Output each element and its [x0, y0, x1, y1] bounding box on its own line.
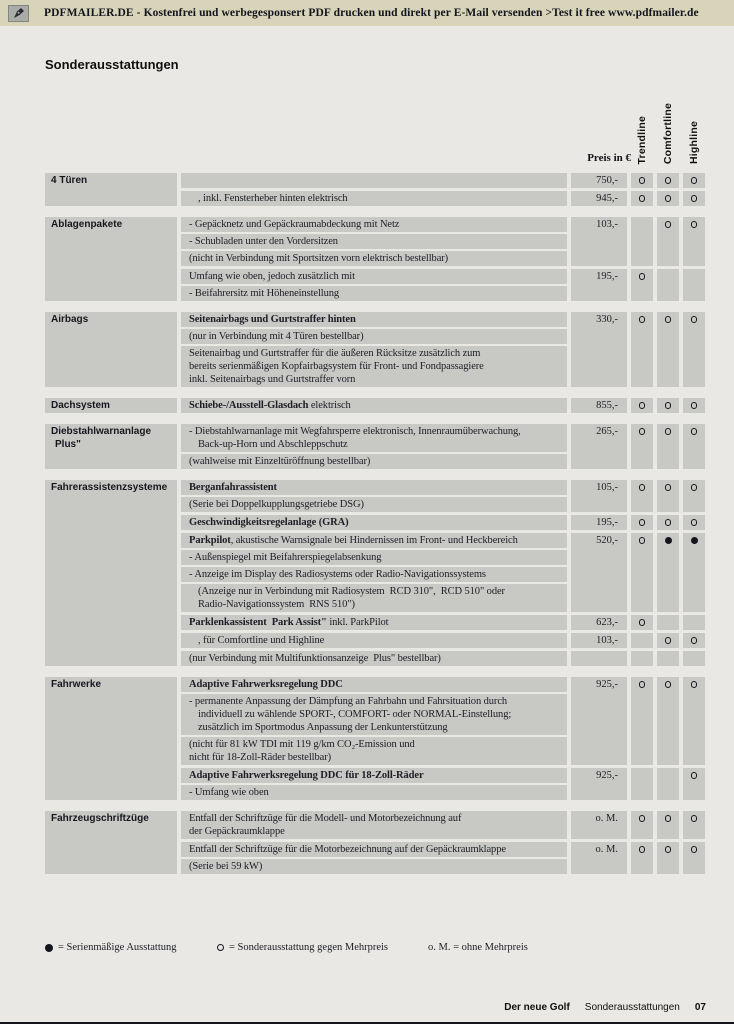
description-line: bereits serienmäßigen Kopfairbagsystem für Front- und Fondpassagiere	[189, 361, 484, 372]
description-line: zusätzlich im Sportmodus Anpassung der Lenkunterstützung	[198, 722, 448, 733]
option-circle-icon	[639, 537, 646, 544]
mark-cell-highline	[683, 811, 705, 839]
mark-cell-highline	[683, 480, 705, 512]
mark-cell-comfortline	[657, 398, 679, 413]
description-column	[181, 651, 567, 666]
mark-cell-comfortline	[657, 191, 679, 206]
description-line: der Gepäckraumklappe	[189, 826, 285, 837]
option-circle-icon	[665, 815, 672, 822]
item-row	[181, 615, 705, 630]
mark-cell-highline	[683, 615, 705, 630]
section-body	[181, 312, 705, 387]
price-cell: 945,-	[571, 191, 627, 206]
description-column	[181, 633, 567, 648]
option-circle-icon	[691, 772, 698, 779]
mark-cell-trendline	[631, 768, 653, 800]
price-cell: 265,-	[571, 424, 627, 469]
description-cell	[181, 567, 567, 582]
mark-cell-comfortline	[657, 768, 679, 800]
mark-cell-trendline	[631, 842, 653, 874]
option-circle-icon	[639, 484, 646, 491]
description-cell	[181, 811, 567, 839]
description-column	[181, 312, 567, 387]
description-line: Adaptive Fahrwerksregelung DDC für 18-Zoll-Räder	[189, 770, 424, 781]
description-line: Parkpilot, akustische Warnsignale bei Hindernissen im Front- und Heckbereich	[189, 535, 518, 546]
mark-cell-trendline	[631, 217, 653, 266]
table-section-fahrzeugschriftzuege	[45, 811, 705, 874]
mark-cell-highline	[683, 217, 705, 266]
description-cell	[181, 785, 567, 800]
description-column	[181, 768, 567, 800]
description-cell	[181, 286, 567, 301]
mark-cell-highline	[683, 269, 705, 301]
category-label: Fahrzeugschriftzüge	[51, 813, 149, 824]
item-row	[181, 173, 705, 188]
option-circle-icon	[665, 221, 672, 228]
description-line: - Schubladen unter den Vordersitzen	[189, 236, 338, 247]
item-row	[181, 191, 705, 206]
description-line: Geschwindigkeitsregelanlage (GRA)	[189, 517, 349, 528]
description-cell	[181, 615, 567, 630]
description-line: Radio-Navigationssystem RNS 510")	[198, 599, 355, 610]
category-label: Airbags	[51, 314, 89, 325]
description-cell	[181, 497, 567, 512]
price-cell: 925,-	[571, 768, 627, 800]
description-column	[181, 191, 567, 206]
description-cell	[181, 694, 567, 735]
option-circle-icon	[217, 944, 225, 952]
description-cell	[181, 677, 567, 692]
description-cell	[181, 346, 567, 387]
standard-equipment-dot-icon	[45, 944, 53, 952]
item-row	[181, 533, 705, 612]
option-circle-icon	[691, 221, 698, 228]
description-line: (Serie bei 59 kW)	[189, 861, 263, 872]
description-line: (nur Verbindung mit Multifunktionsanzeige Plus" bestellbar)	[189, 653, 441, 664]
section-body	[181, 424, 705, 469]
legend-optional-equipment	[217, 942, 389, 953]
standard-equipment-dot-icon	[691, 537, 698, 544]
description-line: (nicht für 81 kW TDI mit 119 g/km CO₂-Emission und	[189, 739, 415, 750]
item-row	[181, 515, 705, 530]
option-circle-icon	[691, 195, 698, 202]
category-cell	[45, 677, 177, 800]
category-cell	[45, 398, 177, 413]
price-cell: o. M.	[571, 842, 627, 874]
mark-cell-comfortline	[657, 633, 679, 648]
option-circle-icon	[639, 195, 646, 202]
price-cell: 925,-	[571, 677, 627, 765]
table-section-4-tueren	[45, 173, 705, 206]
description-cell	[181, 859, 567, 874]
description-cell	[181, 329, 567, 344]
description-column	[181, 842, 567, 874]
mark-cell-trendline	[631, 533, 653, 612]
table-header	[45, 92, 705, 167]
price-cell: 103,-	[571, 633, 627, 648]
description-line: Parklenkassistent Park Assist" inkl. ParkPilot	[189, 617, 389, 628]
description-column	[181, 533, 567, 612]
item-row	[181, 651, 705, 666]
document-content	[45, 26, 705, 874]
mark-cell-highline	[683, 424, 705, 469]
standard-equipment-dot-icon	[665, 537, 672, 544]
description-cell	[181, 424, 567, 452]
description-column	[181, 615, 567, 630]
item-row	[181, 269, 705, 301]
mark-cell-trendline	[631, 424, 653, 469]
item-row	[181, 217, 705, 266]
price-cell: 855,-	[571, 398, 627, 413]
description-line: - Beifahrersitz mit Höheneinstellung	[189, 288, 340, 299]
description-line: Seitenairbags und Gurtstraffer hinten	[189, 314, 356, 325]
description-cell	[181, 173, 567, 188]
option-circle-icon	[691, 519, 698, 526]
pdfmailer-pen-icon	[8, 5, 29, 22]
banner-link-text[interactable]: PDFMAILER.DE - Kostenfrei und werbegesponsert PDF drucken und direkt per E-Mail versenden >Test it free www.pdfmailer.de	[44, 7, 699, 19]
mark-cell-trendline	[631, 615, 653, 630]
category-cell	[45, 480, 177, 666]
option-circle-icon	[639, 815, 646, 822]
option-circle-icon	[665, 428, 672, 435]
option-circle-icon	[691, 815, 698, 822]
option-circle-icon	[691, 681, 698, 688]
section-body	[181, 480, 705, 666]
option-circle-icon	[639, 619, 646, 626]
option-circle-icon	[691, 402, 698, 409]
mark-cell-trendline	[631, 480, 653, 512]
description-column	[181, 217, 567, 266]
trim-column-trendline	[631, 116, 653, 164]
legend-option-label: = Sonderausstattung gegen Mehrpreis	[229, 942, 389, 953]
description-line: Umfang wie oben, jedoch zusätzlich mit	[189, 271, 355, 282]
description-line: Seitenairbag und Gurtstraffer für die äußeren Rücksitze zusätzlich zum	[189, 348, 481, 359]
legend-standard-label: = Serienmäßige Ausstattung	[58, 942, 177, 953]
section-body	[181, 217, 705, 301]
section-body	[181, 173, 705, 206]
mark-cell-highline	[683, 768, 705, 800]
description-line	[189, 174, 567, 187]
description-line: individuell zu wählende SPORT-, COMFORT- oder NORMAL-Einstellung;	[198, 709, 512, 720]
mark-cell-trendline	[631, 312, 653, 387]
category-label: Fahrwerke	[51, 679, 102, 690]
mark-cell-comfortline	[657, 515, 679, 530]
trim-column-highline	[683, 121, 705, 164]
description-column	[181, 398, 567, 413]
description-cell	[181, 234, 567, 249]
mark-cell-comfortline	[657, 312, 679, 387]
option-circle-icon	[639, 846, 646, 853]
mark-cell-comfortline	[657, 533, 679, 612]
mark-cell-trendline	[631, 633, 653, 648]
table-section-fahrerassistenzsysteme	[45, 480, 705, 666]
mark-cell-comfortline	[657, 217, 679, 266]
description-line: - Anzeige im Display des Radiosystems oder Radio-Navigationssystems	[189, 569, 486, 580]
price-cell	[571, 651, 627, 666]
section-body	[181, 811, 705, 874]
mark-cell-trendline	[631, 173, 653, 188]
table-section-airbags	[45, 312, 705, 387]
price-cell: 750,-	[571, 173, 627, 188]
description-line: (wahlweise mit Einzeltüröffnung bestellbar)	[189, 456, 371, 467]
page-title: Sonderausstattungen	[45, 57, 179, 72]
mark-cell-highline	[683, 842, 705, 874]
description-cell	[181, 251, 567, 266]
mark-cell-comfortline	[657, 677, 679, 765]
description-line: - permanente Anpassung der Dämpfung an Fahrbahn und Fahrsituation durch	[189, 696, 508, 707]
option-circle-icon	[691, 637, 698, 644]
description-cell	[181, 651, 567, 666]
description-column	[181, 424, 567, 469]
option-circle-icon	[691, 846, 698, 853]
table-section-ablagenpakete	[45, 217, 705, 301]
description-line: (Anzeige nur in Verbindung mit Radiosystem RCD 310", RCD 510" oder	[198, 586, 505, 597]
description-line: nicht für 18-Zoll-Räder bestellbar)	[189, 752, 331, 763]
mark-cell-highline	[683, 173, 705, 188]
option-circle-icon	[665, 177, 672, 184]
description-cell	[181, 515, 567, 530]
mark-cell-trendline	[631, 269, 653, 301]
category-label: Diebstahlwarnanlage	[51, 426, 152, 437]
mark-cell-trendline	[631, 191, 653, 206]
option-circle-icon	[665, 519, 672, 526]
description-cell	[181, 398, 567, 413]
mark-cell-trendline	[631, 677, 653, 765]
item-row	[181, 424, 705, 469]
price-cell: 103,-	[571, 217, 627, 266]
description-line: - Diebstahlwarnanlage mit Wegfahrsperre elektronisch, Innenraumüberwachung,	[189, 426, 521, 437]
mark-cell-trendline	[631, 651, 653, 666]
option-circle-icon	[665, 846, 672, 853]
table-section-fahrwerke	[45, 677, 705, 800]
item-row	[181, 480, 705, 512]
price-cell: 520,-	[571, 533, 627, 612]
section-body	[181, 677, 705, 800]
mark-cell-comfortline	[657, 615, 679, 630]
mark-cell-trendline	[631, 398, 653, 413]
mark-cell-comfortline	[657, 424, 679, 469]
trim-column-header-highline: Highline	[688, 120, 700, 164]
option-circle-icon	[639, 316, 646, 323]
description-line: (Serie bei Doppelkupplungsgetriebe DSG)	[189, 499, 364, 510]
description-line: Adaptive Fahrwerksregelung DDC	[189, 679, 343, 690]
category-label: 4 Türen	[51, 175, 88, 186]
option-circle-icon	[691, 428, 698, 435]
category-label: Dachsystem	[51, 400, 110, 411]
price-cell: 623,-	[571, 615, 627, 630]
description-line: Entfall der Schriftzüge für die Modell- und Motorbezeichnung auf	[189, 813, 462, 824]
option-circle-icon	[665, 637, 672, 644]
option-circle-icon	[665, 484, 672, 491]
option-circle-icon	[639, 177, 646, 184]
item-row	[181, 842, 705, 874]
description-line: Berganfahrassistent	[189, 482, 277, 493]
description-cell	[181, 737, 567, 765]
description-line: Entfall der Schriftzüge für die Motorbezeichnung auf der Gepäckraumklappe	[189, 844, 506, 855]
mark-cell-highline	[683, 533, 705, 612]
mark-cell-trendline	[631, 515, 653, 530]
description-line: - Außenspiegel mit Beifahrerspiegelabsenkung	[189, 552, 382, 563]
item-row	[181, 811, 705, 839]
category-cell	[45, 173, 177, 206]
description-line: , inkl. Fensterheber hinten elektrisch	[198, 193, 348, 204]
legend	[45, 942, 528, 953]
item-row	[181, 398, 705, 413]
mark-cell-comfortline	[657, 651, 679, 666]
price-cell: 195,-	[571, 269, 627, 301]
description-line: inkl. Seitenairbags und Gurtstraffer vorn	[189, 374, 356, 385]
description-column	[181, 515, 567, 530]
options-table	[45, 173, 705, 874]
description-cell	[181, 217, 567, 232]
option-circle-icon	[665, 316, 672, 323]
section-body	[181, 398, 705, 413]
description-cell	[181, 584, 567, 612]
description-column	[181, 173, 567, 188]
option-circle-icon	[639, 519, 646, 526]
description-cell	[181, 191, 567, 206]
description-cell	[181, 454, 567, 469]
description-cell	[181, 312, 567, 327]
description-cell	[181, 269, 567, 284]
price-cell: 195,-	[571, 515, 627, 530]
option-circle-icon	[691, 316, 698, 323]
category-cell	[45, 217, 177, 301]
description-line: Schiebe-/Ausstell-Glasdach elektrisch	[189, 400, 351, 411]
trim-column-header-trendline: Trendline	[636, 115, 648, 164]
option-circle-icon	[639, 273, 646, 280]
item-row	[181, 312, 705, 387]
description-line: - Gepäcknetz und Gepäckraumabdeckung mit Netz	[189, 219, 400, 230]
option-circle-icon	[691, 484, 698, 491]
price-column-header: Preis in €	[587, 152, 631, 164]
description-cell	[181, 533, 567, 548]
legend-no-surcharge-label: o. M. = ohne Mehrpreis	[428, 942, 528, 953]
mark-cell-highline	[683, 191, 705, 206]
table-section-dachsystem	[45, 398, 705, 413]
category-label: Ablagenpakete	[51, 219, 123, 230]
description-column	[181, 811, 567, 839]
description-column	[181, 677, 567, 765]
category-label: Plus"	[55, 439, 81, 450]
price-cell: 105,-	[571, 480, 627, 512]
description-column	[181, 480, 567, 512]
category-label: Fahrerassistenzsysteme	[51, 482, 168, 493]
trim-column-header-comfortline: Comfortline	[662, 102, 674, 164]
mark-cell-highline	[683, 312, 705, 387]
option-circle-icon	[639, 681, 646, 688]
legend-no-surcharge	[428, 942, 528, 953]
option-circle-icon	[639, 428, 646, 435]
mark-cell-comfortline	[657, 811, 679, 839]
mark-cell-comfortline	[657, 842, 679, 874]
option-circle-icon	[691, 177, 698, 184]
mark-cell-highline	[683, 651, 705, 666]
option-circle-icon	[665, 402, 672, 409]
footer-page-number: 07	[694, 1002, 706, 1013]
mark-cell-comfortline	[657, 269, 679, 301]
description-line: Back-up-Horn und Abschleppschutz	[198, 439, 348, 450]
description-line: , für Comfortline und Highline	[198, 635, 325, 646]
description-cell	[181, 550, 567, 565]
description-cell	[181, 633, 567, 648]
price-cell: 330,-	[571, 312, 627, 387]
price-cell: o. M.	[571, 811, 627, 839]
item-row	[181, 633, 705, 648]
mark-cell-highline	[683, 677, 705, 765]
legend-standard-equipment	[45, 942, 177, 953]
table-section-diebstahlwarnanlage-plus	[45, 424, 705, 469]
mark-cell-highline	[683, 515, 705, 530]
option-circle-icon	[665, 681, 672, 688]
category-cell	[45, 312, 177, 387]
description-cell	[181, 480, 567, 495]
mark-cell-highline	[683, 633, 705, 648]
description-line: (nicht in Verbindung mit Sportsitzen vorn elektrisch bestellbar)	[189, 253, 449, 264]
description-cell	[181, 768, 567, 783]
mark-cell-trendline	[631, 811, 653, 839]
description-line: (nur in Verbindung mit 4 Türen bestellbar)	[189, 331, 364, 342]
footer	[504, 1002, 706, 1013]
category-cell	[45, 424, 177, 469]
category-cell	[45, 811, 177, 874]
trim-column-comfortline	[657, 103, 679, 164]
description-line: - Umfang wie oben	[189, 787, 269, 798]
option-circle-icon	[665, 195, 672, 202]
mark-cell-comfortline	[657, 173, 679, 188]
pdfmailer-banner[interactable]	[0, 0, 734, 26]
footer-section: Sonderausstattungen	[584, 1002, 680, 1013]
mark-cell-comfortline	[657, 480, 679, 512]
item-row	[181, 677, 705, 765]
description-column	[181, 269, 567, 301]
description-cell	[181, 842, 567, 857]
item-row	[181, 768, 705, 800]
mark-cell-highline	[683, 398, 705, 413]
option-circle-icon	[639, 402, 646, 409]
footer-model: Der neue Golf	[504, 1002, 570, 1013]
